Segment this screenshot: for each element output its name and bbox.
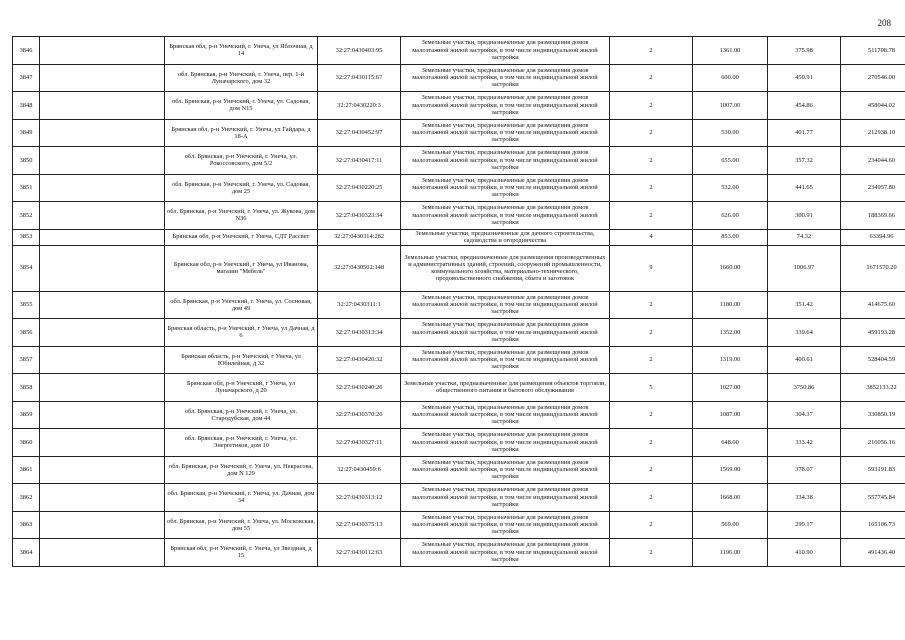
address-cell: обл. Брянская, р-н Унечский, г. Унеча, пер. 1-й Луначарского, дом 32 — [165, 64, 318, 92]
land-use-cell: Земельные участки, предназначенные для размещения домов малоэтажной жилой застройки, в том числе индивидуальной жилой застройки — [401, 202, 610, 230]
cadastral-value-cell: 459193.28 — [841, 319, 905, 347]
address-cell: Брянская обл, р-н Унечский, г Унеча, ул Иванова, магазин "Мебель" — [165, 245, 318, 291]
row-number-cell: 3854 — [13, 245, 40, 291]
empty-cell — [40, 346, 165, 374]
land-use-cell: Земельные участки, предназначенные для размещения домов малоэтажной жилой застройки, в том числе индивидуальной жилой застройки — [401, 64, 610, 92]
group-number-cell: 2 — [610, 174, 693, 202]
empty-cell — [40, 539, 165, 567]
group-number-cell: 2 — [610, 147, 693, 175]
cadastral-number-cell: 32:27:0430313:12 — [318, 484, 401, 512]
table-row — [13, 202, 905, 230]
area-cell: 532.00 — [693, 174, 768, 202]
specific-value-cell: 400.61 — [768, 346, 841, 374]
group-number-cell: 5 — [610, 374, 693, 402]
cadastral-number-cell: 32:27:0430327:11 — [318, 429, 401, 457]
cadastral-number-cell: 32:27:0430220:25 — [318, 174, 401, 202]
row-number-cell: 3851 — [13, 174, 40, 202]
empty-cell — [40, 245, 165, 291]
cadastral-number-cell: 32:27:0430502:148 — [318, 245, 401, 291]
empty-cell — [40, 401, 165, 429]
group-number-cell: 2 — [610, 119, 693, 147]
cadastral-number-cell: 32:27:0430417:11 — [318, 147, 401, 175]
land-use-cell: Земельные участки, предназначенные для размещения домов малоэтажной жилой застройки, в том числе индивидуальной жилой застройки — [401, 319, 610, 347]
address-cell: обл. Брянская, р-н Унечский, г. Унеча, ул. Стародубская, дом 44 — [165, 401, 318, 429]
address-cell: обл. Брянская, р-н Унечский, г. Унеча, ул. Рокоссовского, дом 5/2 — [165, 147, 318, 175]
area-cell: 1196.00 — [693, 539, 768, 567]
empty-cell — [40, 174, 165, 202]
area-cell: 1668.00 — [693, 484, 768, 512]
page-number: 208 — [877, 18, 891, 28]
cadastral-number-cell: 32:27:0430220:3 — [318, 92, 401, 120]
specific-value-cell: 333.42 — [768, 429, 841, 457]
land-use-cell: Земельные участки, предназначенные для размещения объектов торговли, общественного питания и бытового обслуживания — [401, 374, 610, 402]
row-number-cell: 3863 — [13, 511, 40, 539]
specific-value-cell: 1006.97 — [768, 245, 841, 291]
cadastral-value-cell: 414675.60 — [841, 291, 905, 319]
empty-cell — [40, 202, 165, 230]
row-number-cell: 3856 — [13, 319, 40, 347]
table-row — [13, 346, 905, 374]
cadastral-number-cell: 32:27:0430240:26 — [318, 374, 401, 402]
cadastral-number-cell: 32:27:0430323:34 — [318, 202, 401, 230]
table-row — [13, 174, 905, 202]
area-cell: 853.00 — [693, 229, 768, 245]
specific-value-cell: 454.86 — [768, 92, 841, 120]
cadastral-number-cell: 32:27:0430115:67 — [318, 64, 401, 92]
group-number-cell: 2 — [610, 202, 693, 230]
cadastral-value-cell: 188369.66 — [841, 202, 905, 230]
empty-cell — [40, 319, 165, 347]
specific-value-cell: 74.32 — [768, 229, 841, 245]
land-use-cell: Земельные участки, предназначенные для размещения домов малоэтажной жилой застройки, в том числе индивидуальной жилой застройки — [401, 92, 610, 120]
address-cell: Брянская обл, р-н Унечский, г Унеча, СДТ Рассвет — [165, 229, 318, 245]
group-number-cell: 2 — [610, 539, 693, 567]
land-use-cell: Земельные участки, предназначенные для размещения домов малоэтажной жилой застройки, в том числе индивидуальной жилой застройки — [401, 511, 610, 539]
empty-cell — [40, 429, 165, 457]
area-cell: 1352.00 — [693, 319, 768, 347]
row-number-cell: 3855 — [13, 291, 40, 319]
land-use-cell: Земельные участки, предназначенные для размещения производственных и административных зданий, строений, сооружений промышленности, коммунального хозяйства, материально-технического, продовольственного снабжения, сбыта и заготовок — [401, 245, 610, 291]
empty-cell — [40, 456, 165, 484]
area-cell: 1660.00 — [693, 245, 768, 291]
row-number-cell: 3861 — [13, 456, 40, 484]
specific-value-cell: 299.17 — [768, 511, 841, 539]
group-number-cell: 2 — [610, 484, 693, 512]
address-cell: Брянская область, р-н Унечский, г Унеча, ул Юбилейная, д 32 — [165, 346, 318, 374]
row-number-cell: 3858 — [13, 374, 40, 402]
cadastral-value-cell: 3852133.22 — [841, 374, 905, 402]
cadastral-number-cell: 32:27:0430311:1 — [318, 291, 401, 319]
specific-value-cell: 304.37 — [768, 401, 841, 429]
cadastral-number-cell: 32:27:0430313:34 — [318, 319, 401, 347]
row-number-cell: 3849 — [13, 119, 40, 147]
area-cell: 1319.00 — [693, 346, 768, 374]
address-cell: обл. Брянская, р-н Унечский, г. Унеча, ул. Жукова, дом N36 — [165, 202, 318, 230]
area-cell: 1087.00 — [693, 401, 768, 429]
cadastral-value-cell: 1671570.20 — [841, 245, 905, 291]
area-cell: 626.00 — [693, 202, 768, 230]
area-cell: 600.00 — [693, 64, 768, 92]
group-number-cell: 2 — [610, 291, 693, 319]
empty-cell — [40, 147, 165, 175]
address-cell: обл. Брянская, р-н Унечский, г. Унеча, ул. Московская, дом 55 — [165, 511, 318, 539]
table-row — [13, 401, 905, 429]
group-number-cell: 9 — [610, 245, 693, 291]
group-number-cell: 2 — [610, 92, 693, 120]
area-cell: 569.00 — [693, 511, 768, 539]
cadastral-value-cell: 165106.73 — [841, 511, 905, 539]
specific-value-cell: 378.07 — [768, 456, 841, 484]
group-number-cell: 2 — [610, 64, 693, 92]
specific-value-cell: 339.64 — [768, 319, 841, 347]
group-number-cell: 4 — [610, 229, 693, 245]
cadastral-number-cell: 32:27:0430452:97 — [318, 119, 401, 147]
group-number-cell: 2 — [610, 346, 693, 374]
land-use-cell: Земельные участки, предназначенные для размещения домов малоэтажной жилой застройки, в том числе индивидуальной жилой застройки — [401, 484, 610, 512]
empty-cell — [40, 374, 165, 402]
cadastral-value-cell: 491436.40 — [841, 539, 905, 567]
table-row — [13, 147, 905, 175]
table-row — [13, 539, 905, 567]
row-number-cell: 3860 — [13, 429, 40, 457]
row-number-cell: 3859 — [13, 401, 40, 429]
table-row — [13, 92, 905, 120]
group-number-cell: 2 — [610, 319, 693, 347]
area-cell: 1027.00 — [693, 374, 768, 402]
address-cell: обл. Брянская, р-н Унечский, г. Унеча, ул. Энергетиков, дом 10 — [165, 429, 318, 457]
land-use-cell: Земельные участки, предназначенные для размещения домов малоэтажной жилой застройки, в том числе индивидуальной жилой застройки — [401, 174, 610, 202]
empty-cell — [40, 119, 165, 147]
row-number-cell: 3847 — [13, 64, 40, 92]
group-number-cell: 2 — [610, 511, 693, 539]
group-number-cell: 2 — [610, 429, 693, 457]
row-number-cell: 3864 — [13, 539, 40, 567]
land-use-cell: Земельные участки, предназначенные для размещения домов малоэтажной жилой застройки, в том числе индивидуальной жилой застройки — [401, 37, 610, 65]
empty-cell — [40, 484, 165, 512]
cadastral-number-cell: 32:27:0430112:63 — [318, 539, 401, 567]
cadastral-number-cell: 32:27:0430420:32 — [318, 346, 401, 374]
row-number-cell: 3853 — [13, 229, 40, 245]
address-cell: обл. Брянская, р-н Унечский, г. Унеча, ул. Садовая, дом N15 — [165, 92, 318, 120]
specific-value-cell: 450.91 — [768, 64, 841, 92]
empty-cell — [40, 511, 165, 539]
cadastral-value-cell: 234957.80 — [841, 174, 905, 202]
specific-value-cell: 300.91 — [768, 202, 841, 230]
land-use-cell: Земельные участки, предназначенные для размещения домов малоэтажной жилой застройки, в том числе индивидуальной жилой застройки — [401, 401, 610, 429]
cadastral-value-cell: 63394.96 — [841, 229, 905, 245]
table-row — [13, 229, 905, 245]
land-use-cell: Земельные участки, предназначенные для размещения домов малоэтажной жилой застройки, в том числе индивидуальной жилой застройки — [401, 147, 610, 175]
group-number-cell: 2 — [610, 37, 693, 65]
cadastral-value-cell: 216056.16 — [841, 429, 905, 457]
table-row — [13, 374, 905, 402]
empty-cell — [40, 92, 165, 120]
address-cell: обл. Брянская, р-н Унечский, г. Унеча, ул. Садовая, дом 25 — [165, 174, 318, 202]
row-number-cell: 3857 — [13, 346, 40, 374]
cadastral-value-cell: 511708.78 — [841, 37, 905, 65]
table-row — [13, 245, 905, 291]
area-cell: 655.00 — [693, 147, 768, 175]
empty-cell — [40, 37, 165, 65]
cadastral-value-cell: 330850.19 — [841, 401, 905, 429]
row-number-cell: 3862 — [13, 484, 40, 512]
cadastral-number-cell: 32:27:0430370:26 — [318, 401, 401, 429]
address-cell: Брянская обл, р-н Унечский, г. Унеча, ул Яблочная, д 14 — [165, 37, 318, 65]
area-cell: 1361.00 — [693, 37, 768, 65]
table-row — [13, 511, 905, 539]
area-cell: 530.00 — [693, 119, 768, 147]
land-use-cell: Земельные участки, предназначенные для размещения домов малоэтажной жилой застройки, в том числе индивидуальной жилой застройки — [401, 291, 610, 319]
empty-cell — [40, 64, 165, 92]
group-number-cell: 2 — [610, 401, 693, 429]
row-number-cell: 3850 — [13, 147, 40, 175]
specific-value-cell: 441.65 — [768, 174, 841, 202]
address-cell: Брянская обл, р-н Унечский, г. Унеча, ул Гайдара, д 18-А — [165, 119, 318, 147]
table-row — [13, 37, 905, 65]
land-use-cell: Земельные участки, предназначенные для размещения домов малоэтажной жилой застройки, в том числе индивидуальной жилой застройки — [401, 429, 610, 457]
cadastral-value-cell: 557745.84 — [841, 484, 905, 512]
cadastral-number-cell: 32:27:0430314:282 — [318, 229, 401, 245]
specific-value-cell: 410.90 — [768, 539, 841, 567]
cadastral-value-cell: 212938.10 — [841, 119, 905, 147]
address-cell: обл. Брянская, р-н Унечский, г. Унеча, ул. Некрасова, дом N 129 — [165, 456, 318, 484]
land-use-cell: Земельные участки, предназначенные для размещения домов малоэтажной жилой застройки, в том числе индивидуальной жилой застройки — [401, 346, 610, 374]
row-number-cell: 3852 — [13, 202, 40, 230]
row-number-cell: 3846 — [13, 37, 40, 65]
specific-value-cell: 401.77 — [768, 119, 841, 147]
empty-cell — [40, 291, 165, 319]
table-row — [13, 291, 905, 319]
table-row — [13, 64, 905, 92]
cadastral-value-cell: 234044.60 — [841, 147, 905, 175]
table-row — [13, 484, 905, 512]
cadastral-number-cell: 32:27:0430403:95 — [318, 37, 401, 65]
address-cell: Брянская область, р-н Унечский, г Унеча, ул Дачная, д 6 — [165, 319, 318, 347]
land-use-cell: Земельные участки, предназначенные для дачного строительства, садоводства и огородничества — [401, 229, 610, 245]
cadastral-value-cell: 270546.00 — [841, 64, 905, 92]
group-number-cell: 2 — [610, 456, 693, 484]
land-use-cell: Земельные участки, предназначенные для размещения домов малоэтажной жилой застройки, в том числе индивидуальной жилой застройки — [401, 456, 610, 484]
table-row — [13, 119, 905, 147]
empty-cell — [40, 229, 165, 245]
cadastral-value-cell: 458044.02 — [841, 92, 905, 120]
specific-value-cell: 351.42 — [768, 291, 841, 319]
area-cell: 1180.00 — [693, 291, 768, 319]
specific-value-cell: 375.98 — [768, 37, 841, 65]
address-cell: Брянская обл, р-н Унечский, г Унеча, ул Луначарского, д 20 — [165, 374, 318, 402]
address-cell: обл. Брянская, р-н Унечский, г. Унеча, ул. Сосновая, дом 49 — [165, 291, 318, 319]
land-use-cell: Земельные участки, предназначенные для размещения домов малоэтажной жилой застройки, в том числе индивидуальной жилой застройки — [401, 119, 610, 147]
cadastral-number-cell: 32:27:0430459:6 — [318, 456, 401, 484]
table-row — [13, 429, 905, 457]
specific-value-cell: 3750.86 — [768, 374, 841, 402]
address-cell: обл. Брянская, р-н Унечский, г. Унеча, ул. Дачная, дом 34 — [165, 484, 318, 512]
area-cell: 1569.00 — [693, 456, 768, 484]
address-cell: Брянская обл, р-н Унечский, г. Унеча, ул Звездная, д 15 — [165, 539, 318, 567]
cadastral-number-cell: 32:27:0430375:13 — [318, 511, 401, 539]
cadastral-value-cell: 528404.59 — [841, 346, 905, 374]
specific-value-cell: 357.32 — [768, 147, 841, 175]
area-cell: 648.00 — [693, 429, 768, 457]
table-row — [13, 319, 905, 347]
area-cell: 1007.00 — [693, 92, 768, 120]
specific-value-cell: 334.38 — [768, 484, 841, 512]
cadastral-value-cell: 593191.83 — [841, 456, 905, 484]
land-use-cell: Земельные участки, предназначенные для размещения домов малоэтажной жилой застройки, в том числе индивидуальной жилой застройки — [401, 539, 610, 567]
row-number-cell: 3848 — [13, 92, 40, 120]
table-row — [13, 456, 905, 484]
cadastral-value-table — [12, 36, 905, 567]
